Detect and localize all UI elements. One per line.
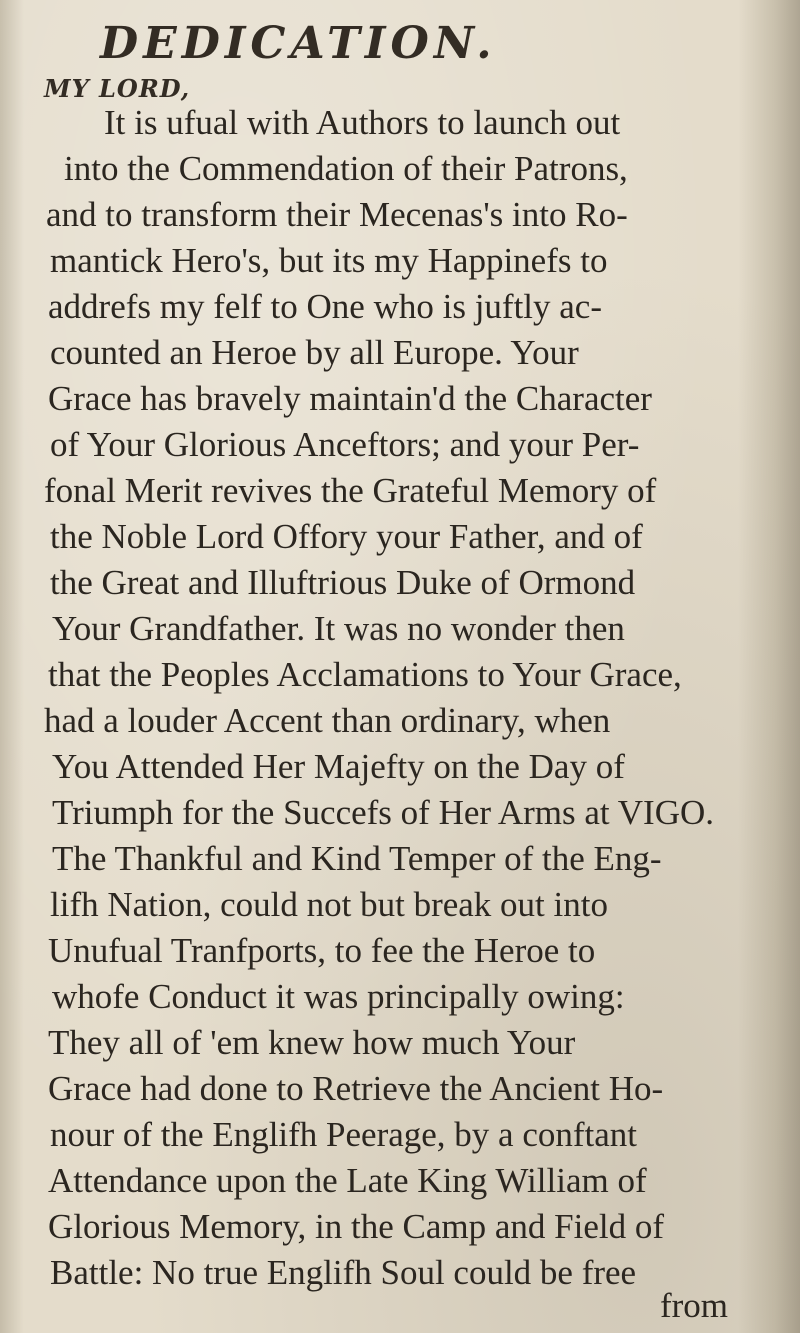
text-line: of Your Glorious Anceftors; and your Per- [50, 425, 640, 464]
text-line: nour of the Englifh Peerage, by a conftant [50, 1115, 638, 1154]
text-line: Battle: No true Englifh Soul could be free [50, 1253, 637, 1292]
page-heading: DEDICATION. [100, 18, 497, 69]
text-line: the Great and Illuftrious Duke of Ormond [50, 563, 636, 602]
text-line: had a louder Accent than ordinary, when [44, 701, 611, 740]
text-line: Your Grandfather. It was no wonder then [52, 609, 625, 648]
dedication-body [30, 100, 746, 1296]
text-line: Grace had done to Retrieve the Ancient Ho- [48, 1069, 664, 1108]
text-line: addrefs my felf to One who is juftly ac- [48, 287, 603, 326]
text-line: mantick Hero's, but its my Happinefs to [50, 241, 608, 280]
text-line: Grace has bravely maintain'd the Character [48, 379, 652, 418]
salutation: MY LORD, [44, 74, 191, 103]
text-line: fonal Merit revives the Grateful Memory of [44, 471, 657, 510]
text-line: The Thankful and Kind Temper of the Eng- [52, 839, 662, 878]
text-line: that the Peoples Acclamations to Your Grace, [48, 655, 682, 694]
text-line: Attendance upon the Late King William of [48, 1161, 647, 1200]
text-line: You Attended Her Majefty on the Day of [52, 747, 625, 786]
catchword: from [660, 1286, 729, 1325]
text-line: Glorious Memory, in the Camp and Field of [48, 1207, 664, 1246]
text-line: counted an Heroe by all Europe. Your [50, 333, 579, 372]
text-line: Unufual Tranfports, to fee the Heroe to [48, 931, 596, 970]
text-line: Triumph for the Succefs of Her Arms at VIGO. [52, 793, 714, 832]
text-line: whofe Conduct it was principally owing: [52, 977, 625, 1016]
page-gutter-shadow [0, 0, 24, 1333]
text-line: and to transform their Mecenas's into Ro- [46, 195, 628, 234]
text-line: into the Commendation of their Patrons, [64, 149, 628, 188]
text-line: lifh Nation, could not but break out into [50, 885, 608, 924]
text-line: They all of 'em knew how much Your [48, 1023, 576, 1062]
text-line: the Noble Lord Offory your Father, and of [50, 517, 643, 556]
page-edge-shadow [738, 0, 800, 1333]
text-line: It is ufual with Authors to launch out [104, 103, 621, 142]
